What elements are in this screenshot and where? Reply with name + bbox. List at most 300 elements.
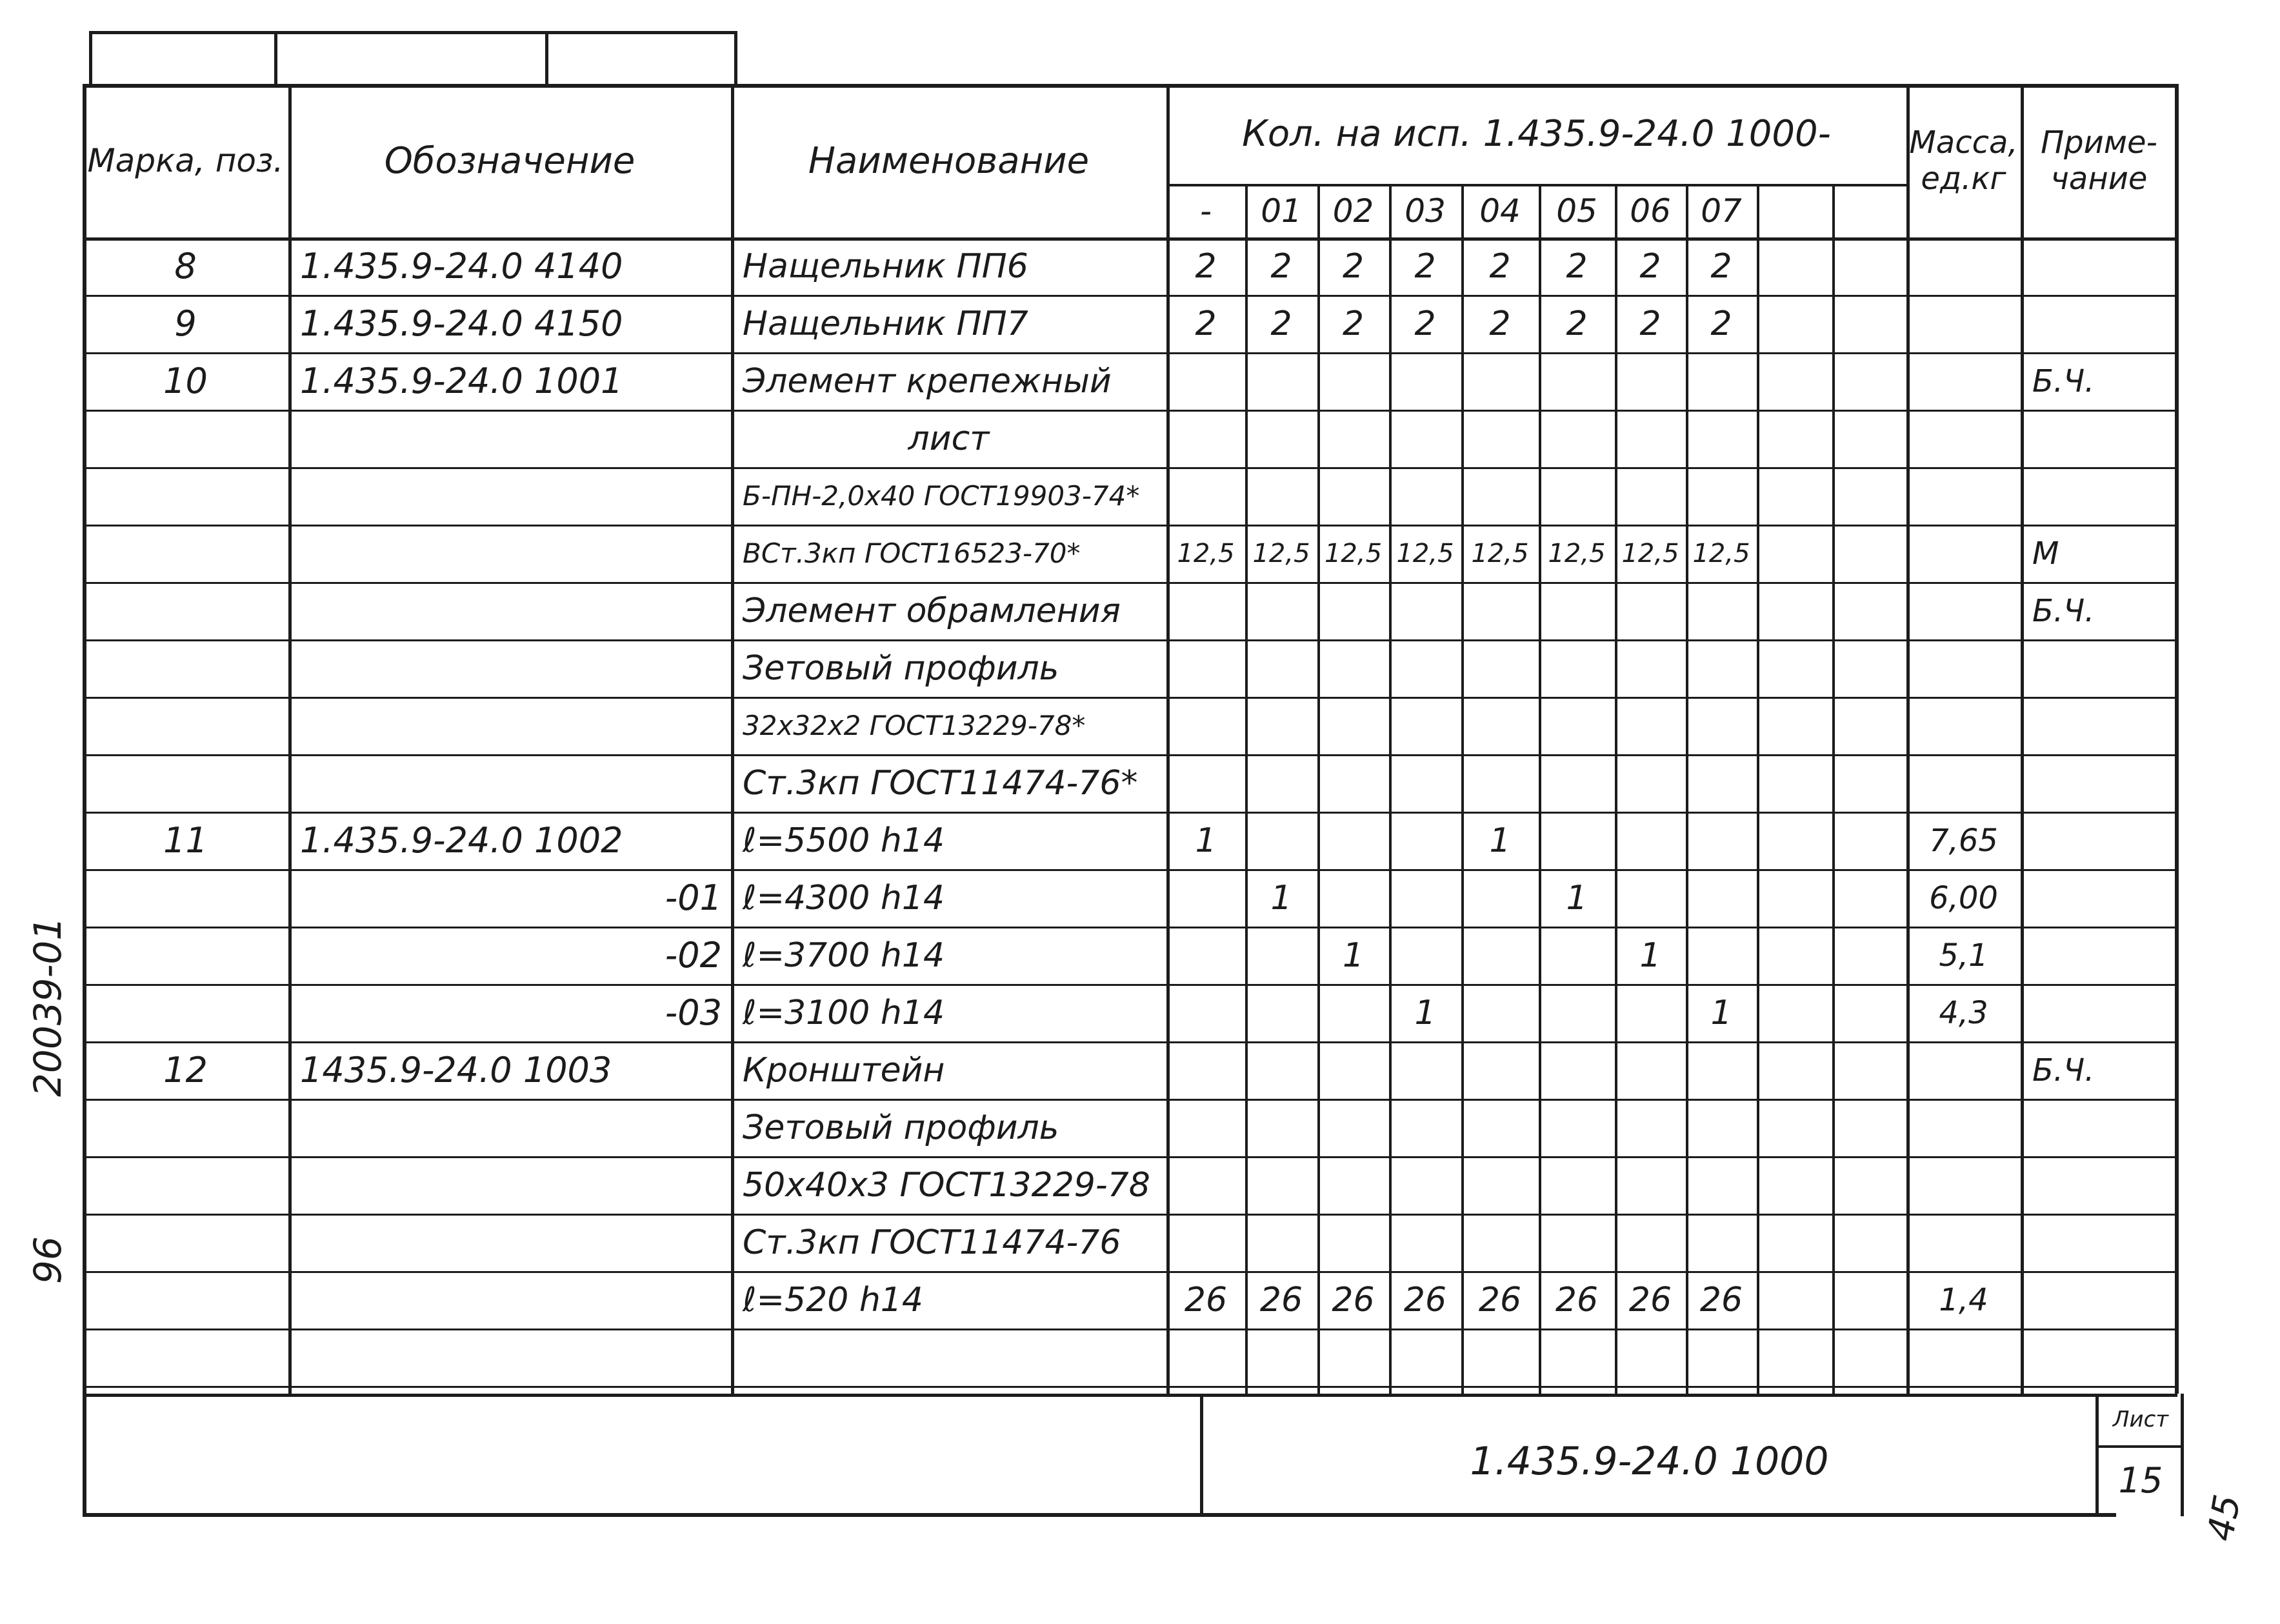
variant-header xyxy=(1757,184,1832,237)
row-quantity xyxy=(1245,1156,1317,1214)
row-note xyxy=(2021,869,2177,927)
row-quantity: 1 xyxy=(1710,993,1732,1032)
row-quantity xyxy=(1245,1328,1317,1386)
row-position xyxy=(83,1328,288,1386)
row-position: 9 xyxy=(174,303,197,344)
row-note xyxy=(2021,927,2177,984)
row-mass xyxy=(1906,1328,2021,1386)
row-quantity xyxy=(1757,812,1832,869)
row-name xyxy=(731,1328,1166,1386)
row-quantity xyxy=(1461,1214,1539,1271)
row-quantity xyxy=(1757,1214,1832,1271)
row-quantity xyxy=(1245,754,1317,812)
row-quantity xyxy=(1832,697,1906,754)
row-position xyxy=(83,467,288,525)
row-designation xyxy=(288,1156,731,1214)
row-name: Кронштейн xyxy=(743,1050,945,1090)
row-quantity xyxy=(1615,984,1686,1041)
row-quantity: 2 xyxy=(1342,304,1365,343)
row-position xyxy=(83,1156,288,1214)
row-note: Б.Ч. xyxy=(2032,592,2095,629)
row-quantity: 26 xyxy=(1628,1280,1672,1319)
row-quantity xyxy=(1389,812,1461,869)
variant-header: 07 xyxy=(1701,192,1742,230)
row-mass xyxy=(1906,1214,2021,1271)
row-quantity xyxy=(1832,639,1906,697)
row-quantity xyxy=(1245,639,1317,697)
row-quantity xyxy=(1539,410,1615,467)
row-note xyxy=(2021,697,2177,754)
row-name: лист xyxy=(908,419,990,458)
row-name: Элемент крепежный xyxy=(743,361,1112,401)
row-quantity xyxy=(1615,1041,1686,1099)
row-quantity xyxy=(1686,582,1757,639)
row-quantity xyxy=(1245,1099,1317,1156)
row-note xyxy=(2021,639,2177,697)
stamp-sheet-label: Лист xyxy=(2112,1407,2169,1432)
row-quantity xyxy=(1832,237,1906,295)
row-quantity xyxy=(1317,697,1389,754)
row-position xyxy=(83,410,288,467)
row-quantity xyxy=(1166,984,1245,1041)
row-quantity xyxy=(1757,237,1832,295)
row-position xyxy=(83,639,288,697)
row-quantity: 2 xyxy=(1270,246,1292,286)
row-quantity xyxy=(1757,984,1832,1041)
row-quantity xyxy=(1832,984,1906,1041)
row-designation: -02 xyxy=(665,935,722,976)
variant-header: - xyxy=(1199,192,1212,230)
row-quantity xyxy=(1539,352,1615,410)
row-quantity xyxy=(1757,869,1832,927)
tab-border xyxy=(89,31,737,34)
row-designation xyxy=(288,697,731,754)
row-quantity xyxy=(1832,582,1906,639)
row-quantity: 2 xyxy=(1270,304,1292,343)
row-designation xyxy=(288,1271,731,1328)
row-quantity xyxy=(1389,1328,1461,1386)
row-designation xyxy=(288,1214,731,1271)
row-quantity xyxy=(1461,869,1539,927)
row-note: Б.Ч. xyxy=(2032,1052,2095,1088)
row-quantity xyxy=(1461,697,1539,754)
row-quantity: 12,5 xyxy=(1252,538,1310,568)
header-primechanie: Приме- чание xyxy=(2041,125,2157,197)
row-note xyxy=(2021,237,2177,295)
row-mass: 4,3 xyxy=(1939,994,1988,1031)
row-position xyxy=(83,869,288,927)
variant-header: 02 xyxy=(1332,192,1374,230)
row-quantity xyxy=(1757,639,1832,697)
row-quantity xyxy=(1686,1099,1757,1156)
row-name: ℓ=3100 h14 xyxy=(743,993,945,1032)
row-name: ℓ=520 h14 xyxy=(743,1280,923,1319)
row-quantity xyxy=(1832,812,1906,869)
row-designation xyxy=(288,467,731,525)
row-designation xyxy=(288,525,731,582)
row-mass xyxy=(1906,467,2021,525)
row-note xyxy=(2021,754,2177,812)
row-position xyxy=(83,1214,288,1271)
row-mass xyxy=(1906,754,2021,812)
row-name: Ст.3кп ГОСТ11474-76* xyxy=(743,763,1138,803)
header-quantity-title: Кол. на исп. 1.435.9-24.0 1000- xyxy=(1242,113,1831,155)
row-quantity xyxy=(1686,639,1757,697)
row-quantity xyxy=(1832,1099,1906,1156)
row-name: ℓ=5500 h14 xyxy=(743,821,945,860)
row-quantity xyxy=(1166,1041,1245,1099)
row-note xyxy=(2021,1214,2177,1271)
page-number-side: 96 xyxy=(26,1236,70,1284)
row-quantity xyxy=(1832,410,1906,467)
row-quantity xyxy=(1615,697,1686,754)
row-quantity: 2 xyxy=(1566,304,1588,343)
row-quantity: 12,5 xyxy=(1324,538,1383,568)
row-quantity xyxy=(1245,927,1317,984)
row-quantity xyxy=(1317,1099,1389,1156)
row-quantity xyxy=(1166,467,1245,525)
row-quantity xyxy=(1389,754,1461,812)
row-quantity xyxy=(1686,927,1757,984)
row-designation: -01 xyxy=(665,877,722,918)
row-quantity xyxy=(1317,984,1389,1041)
tab-border xyxy=(734,31,737,85)
row-quantity: 26 xyxy=(1332,1280,1375,1319)
row-quantity xyxy=(1389,1099,1461,1156)
row-quantity: 2 xyxy=(1195,246,1217,286)
row-quantity: 12,5 xyxy=(1548,538,1606,568)
row-quantity xyxy=(1317,1214,1389,1271)
row-quantity xyxy=(1166,582,1245,639)
row-position xyxy=(83,984,288,1041)
row-quantity xyxy=(1461,984,1539,1041)
row-designation: -03 xyxy=(665,992,722,1033)
row-quantity: 26 xyxy=(1699,1280,1743,1319)
row-quantity xyxy=(1832,1041,1906,1099)
row-quantity xyxy=(1832,754,1906,812)
row-quantity xyxy=(1166,869,1245,927)
row-designation: 1.435.9-24.0 4150 xyxy=(300,303,623,344)
row-note xyxy=(2021,467,2177,525)
row-mass xyxy=(1906,1156,2021,1214)
row-name: ℓ=3700 h14 xyxy=(743,936,945,975)
row-position xyxy=(83,1271,288,1328)
row-quantity xyxy=(1317,410,1389,467)
row-designation xyxy=(288,1099,731,1156)
row-mass xyxy=(1906,237,2021,295)
row-quantity xyxy=(1615,754,1686,812)
row-quantity: 2 xyxy=(1489,246,1511,286)
row-quantity xyxy=(1461,1328,1539,1386)
row-quantity xyxy=(1686,1156,1757,1214)
row-quantity: 2 xyxy=(1489,304,1511,343)
row-quantity xyxy=(1389,1214,1461,1271)
row-quantity xyxy=(1166,927,1245,984)
row-quantity xyxy=(1245,1214,1317,1271)
row-quantity xyxy=(1832,1328,1906,1386)
row-quantity xyxy=(1317,582,1389,639)
row-quantity xyxy=(1461,639,1539,697)
row-name: ℓ=4300 h14 xyxy=(743,878,945,917)
row-note: М xyxy=(2032,535,2059,572)
row-quantity xyxy=(1539,927,1615,984)
row-quantity xyxy=(1615,1156,1686,1214)
header-oboznachenie: Обозначение xyxy=(384,139,635,182)
row-quantity xyxy=(1686,352,1757,410)
row-quantity xyxy=(1389,582,1461,639)
row-quantity xyxy=(1389,869,1461,927)
variant-header xyxy=(1832,184,1906,237)
row-position xyxy=(83,1099,288,1156)
row-designation: 1.435.9-24.0 1002 xyxy=(300,820,623,861)
row-quantity xyxy=(1317,869,1389,927)
row-name: Элемент обрамления xyxy=(743,591,1121,630)
row-quantity xyxy=(1757,467,1832,525)
row-quantity xyxy=(1615,410,1686,467)
row-quantity xyxy=(1686,467,1757,525)
row-quantity xyxy=(1461,1041,1539,1099)
row-position: 11 xyxy=(163,820,208,861)
row-quantity xyxy=(1757,525,1832,582)
row-quantity xyxy=(1539,1099,1615,1156)
row-quantity xyxy=(1615,869,1686,927)
row-quantity: 2 xyxy=(1639,304,1661,343)
variant-header: 03 xyxy=(1405,192,1446,230)
row-note xyxy=(2021,812,2177,869)
row-name: Б-ПН-2,0х40 ГОСТ19903-74* xyxy=(743,480,1140,512)
row-mass: 6,00 xyxy=(1929,879,1998,916)
row-quantity xyxy=(1615,1214,1686,1271)
row-quantity xyxy=(1317,639,1389,697)
row-quantity xyxy=(1539,812,1615,869)
stamp-sheet-number: 15 xyxy=(2118,1459,2163,1501)
row-quantity xyxy=(1461,754,1539,812)
row-quantity xyxy=(1615,639,1686,697)
corner-number: 45 xyxy=(2199,1491,2249,1545)
header-naimenovanie: Наименование xyxy=(808,139,1090,182)
inventory-number: 20039-01 xyxy=(26,916,70,1097)
row-quantity xyxy=(1539,754,1615,812)
row-quantity xyxy=(1539,984,1615,1041)
row-quantity: 2 xyxy=(1639,246,1661,286)
row-quantity xyxy=(1317,754,1389,812)
row-quantity xyxy=(1539,467,1615,525)
row-quantity xyxy=(1317,467,1389,525)
header-marka: Марка, поз. xyxy=(87,142,284,179)
row-quantity xyxy=(1245,697,1317,754)
row-quantity xyxy=(1539,1041,1615,1099)
row-quantity xyxy=(1461,927,1539,984)
row-quantity xyxy=(1757,1099,1832,1156)
row-quantity xyxy=(1166,1328,1245,1386)
row-quantity xyxy=(1832,1156,1906,1214)
row-mass: 1,4 xyxy=(1939,1281,1988,1318)
row-quantity xyxy=(1757,1271,1832,1328)
row-quantity: 12,5 xyxy=(1177,538,1235,568)
row-mass xyxy=(1906,697,2021,754)
row-mass xyxy=(1906,525,2021,582)
row-mass xyxy=(1906,1041,2021,1099)
row-quantity xyxy=(1686,410,1757,467)
row-quantity xyxy=(1317,1156,1389,1214)
row-mass: 7,65 xyxy=(1929,822,1998,859)
row-quantity: 12,5 xyxy=(1396,538,1454,568)
row-note xyxy=(2021,410,2177,467)
row-quantity: 1 xyxy=(1270,878,1292,917)
row-quantity xyxy=(1389,1041,1461,1099)
row-quantity xyxy=(1245,467,1317,525)
row-quantity: 1 xyxy=(1414,993,1436,1032)
row-quantity xyxy=(1389,352,1461,410)
row-quantity xyxy=(1615,582,1686,639)
row-quantity xyxy=(1461,352,1539,410)
row-position xyxy=(83,582,288,639)
tab-border xyxy=(274,31,277,85)
row-quantity xyxy=(1539,697,1615,754)
row-mass xyxy=(1906,410,2021,467)
row-name: Зетовый профиль xyxy=(743,648,1059,688)
row-quantity xyxy=(1245,1041,1317,1099)
row-quantity xyxy=(1832,1214,1906,1271)
row-quantity xyxy=(1757,1156,1832,1214)
row-quantity xyxy=(1166,1156,1245,1214)
row-name: Зетовый профиль xyxy=(743,1108,1059,1147)
row-position: 10 xyxy=(163,361,208,401)
row-quantity xyxy=(1389,697,1461,754)
row-quantity xyxy=(1317,1041,1389,1099)
tab-border xyxy=(545,31,548,85)
row-quantity xyxy=(1686,1041,1757,1099)
row-quantity xyxy=(1615,1099,1686,1156)
row-quantity xyxy=(1389,927,1461,984)
row-quantity xyxy=(1615,352,1686,410)
row-note xyxy=(2021,1271,2177,1328)
row-name: Нащельник ПП7 xyxy=(743,304,1028,343)
row-quantity xyxy=(1757,352,1832,410)
row-position xyxy=(83,754,288,812)
row-name: 32х32х2 ГОСТ13229-78* xyxy=(743,710,1086,741)
row-mass xyxy=(1906,639,2021,697)
row-quantity xyxy=(1317,352,1389,410)
row-quantity xyxy=(1832,1271,1906,1328)
row-quantity xyxy=(1166,697,1245,754)
row-position xyxy=(83,697,288,754)
row-quantity: 2 xyxy=(1414,246,1436,286)
row-position: 8 xyxy=(174,246,197,286)
row-quantity xyxy=(1757,295,1832,352)
row-designation xyxy=(288,639,731,697)
row-quantity xyxy=(1686,1328,1757,1386)
row-quantity xyxy=(1166,639,1245,697)
row-quantity: 26 xyxy=(1259,1280,1303,1319)
row-designation xyxy=(288,1328,731,1386)
row-quantity xyxy=(1832,467,1906,525)
row-quantity xyxy=(1389,1156,1461,1214)
row-name: ВСт.3кп ГОСТ16523-70* xyxy=(743,537,1081,569)
row-quantity xyxy=(1317,1328,1389,1386)
row-quantity xyxy=(1461,1099,1539,1156)
row-quantity xyxy=(1757,754,1832,812)
row-quantity xyxy=(1757,927,1832,984)
row-quantity xyxy=(1757,1041,1832,1099)
row-quantity xyxy=(1389,410,1461,467)
row-note xyxy=(2021,295,2177,352)
row-note xyxy=(2021,984,2177,1041)
row-quantity xyxy=(1757,410,1832,467)
variant-header: 05 xyxy=(1556,192,1597,230)
row-quantity xyxy=(1539,1156,1615,1214)
row-quantity xyxy=(1615,467,1686,525)
row-quantity xyxy=(1166,1099,1245,1156)
row-note: Б.Ч. xyxy=(2032,363,2095,399)
row-quantity xyxy=(1317,812,1389,869)
row-quantity xyxy=(1166,410,1245,467)
row-designation xyxy=(288,582,731,639)
row-quantity xyxy=(1832,927,1906,984)
row-quantity: 26 xyxy=(1184,1280,1228,1319)
row-quantity: 2 xyxy=(1414,304,1436,343)
row-note xyxy=(2021,1328,2177,1386)
row-quantity xyxy=(1389,639,1461,697)
row-quantity xyxy=(1461,410,1539,467)
row-quantity xyxy=(1686,697,1757,754)
row-position xyxy=(83,927,288,984)
row-quantity: 1 xyxy=(1639,936,1661,975)
row-quantity xyxy=(1245,582,1317,639)
row-quantity xyxy=(1757,1328,1832,1386)
row-designation xyxy=(288,754,731,812)
row-quantity xyxy=(1686,812,1757,869)
variant-header: 04 xyxy=(1479,192,1521,230)
row-quantity xyxy=(1832,352,1906,410)
row-quantity: 1 xyxy=(1195,821,1217,860)
row-quantity xyxy=(1245,410,1317,467)
row-note xyxy=(2021,1099,2177,1156)
row-designation xyxy=(288,410,731,467)
row-quantity xyxy=(1245,984,1317,1041)
row-quantity xyxy=(1832,295,1906,352)
row-quantity xyxy=(1686,754,1757,812)
row-quantity xyxy=(1615,1328,1686,1386)
header-massa: Масса, ед.кг xyxy=(1909,125,2018,197)
row-quantity xyxy=(1166,754,1245,812)
row-quantity: 2 xyxy=(1566,246,1588,286)
row-quantity: 2 xyxy=(1195,304,1217,343)
row-quantity: 26 xyxy=(1555,1280,1599,1319)
row-quantity: 1 xyxy=(1342,936,1365,975)
row-designation: 1435.9-24.0 1003 xyxy=(300,1050,612,1090)
row-quantity: 26 xyxy=(1403,1280,1447,1319)
row-name: 50х40х3 ГОСТ13229-78 xyxy=(743,1165,1150,1205)
row-rule xyxy=(83,1386,2177,1388)
row-quantity: 1 xyxy=(1489,821,1511,860)
row-quantity xyxy=(1166,352,1245,410)
row-quantity: 12,5 xyxy=(1471,538,1529,568)
row-mass xyxy=(1906,1099,2021,1156)
row-quantity xyxy=(1461,582,1539,639)
row-quantity xyxy=(1539,639,1615,697)
row-quantity xyxy=(1461,467,1539,525)
row-quantity: 2 xyxy=(1342,246,1365,286)
row-quantity xyxy=(1389,467,1461,525)
row-quantity xyxy=(1539,1328,1615,1386)
row-quantity xyxy=(1757,582,1832,639)
row-mass xyxy=(1906,582,2021,639)
row-quantity xyxy=(1686,1214,1757,1271)
row-quantity xyxy=(1461,1156,1539,1214)
row-designation: 1.435.9-24.0 1001 xyxy=(300,361,623,401)
stamp-document-code: 1.435.9-24.0 1000 xyxy=(1470,1439,1829,1484)
